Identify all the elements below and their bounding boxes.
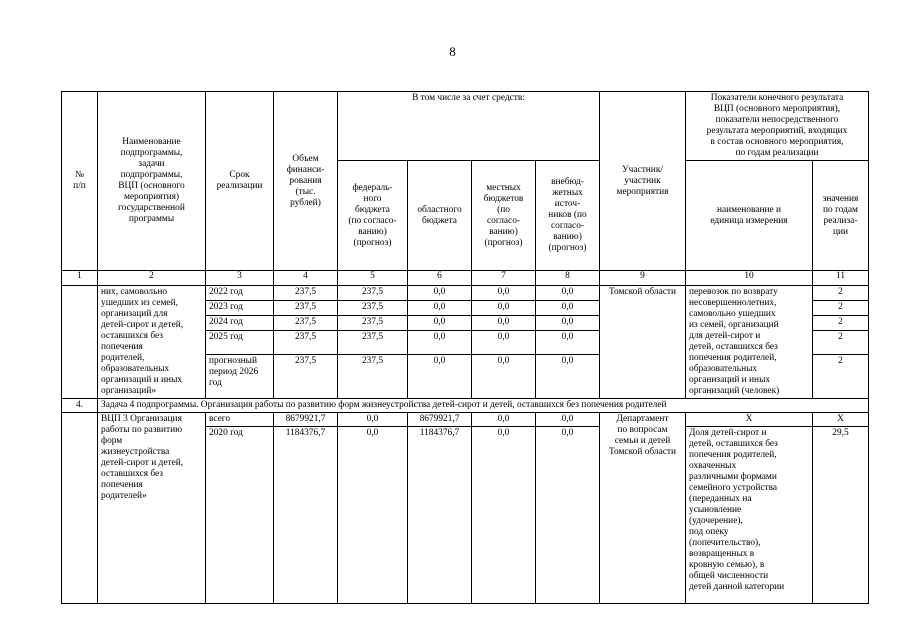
column-number: 6 xyxy=(408,271,472,286)
header-regional: областного бюджета xyxy=(408,161,472,271)
federal-cell: 237,5 xyxy=(338,331,408,355)
column-number: 10 xyxy=(686,271,813,286)
volume-cell: 1184376,7 xyxy=(274,427,338,604)
term-cell: прогнозный период 2026 год xyxy=(206,355,274,399)
column-number: 5 xyxy=(338,271,408,286)
header-federal: федераль- ного бюджета (по согласо- ванию) (прогноз) xyxy=(338,161,408,271)
federal-cell: 237,5 xyxy=(338,355,408,399)
extra-cell: 0,0 xyxy=(536,331,600,355)
extra-cell: 0,0 xyxy=(536,427,600,604)
task-row xyxy=(62,399,869,413)
column-number: 7 xyxy=(472,271,536,286)
local-cell: 0,0 xyxy=(472,331,536,355)
row-num-empty xyxy=(62,286,98,399)
regional-cell: 1184376,7 xyxy=(408,427,472,604)
column-number: 4 xyxy=(274,271,338,286)
page-number: 8 xyxy=(449,44,456,59)
header-extra: внебюд- жетных источ- ников (по согласо- ванию) (прогноз) xyxy=(536,161,600,271)
column-number: 11 xyxy=(813,271,869,286)
federal-cell: 0,0 xyxy=(338,427,408,604)
indicator-name-cell: Х xyxy=(686,413,813,427)
local-cell: 0,0 xyxy=(472,286,536,301)
federal-cell: 0,0 xyxy=(338,413,408,427)
participant-cell: Томской области xyxy=(600,286,686,399)
indicator-value-cell: 2 xyxy=(813,355,869,399)
term-cell: 2020 год xyxy=(206,427,274,604)
indicator-value-cell: 2 xyxy=(813,331,869,355)
indicator-value-cell: 2 xyxy=(813,301,869,316)
volume-cell: 8679921,7 xyxy=(274,413,338,427)
participant-cell: Департамент по вопросам семьи и детей Томской области xyxy=(600,413,686,604)
header-participant: Участник/ участник мероприятия xyxy=(600,92,686,271)
row-num-empty xyxy=(62,413,98,604)
task-title: Задача 4 подпрограммы. Организация работы по развитию форм жизнеустройства детей-сирот и детей, оставшихся без попечения родителей xyxy=(98,399,869,413)
indicator-value-cell: Х xyxy=(813,413,869,427)
column-number: 8 xyxy=(536,271,600,286)
header-funds-group: В том числе за счет средств: xyxy=(338,92,600,161)
local-cell: 0,0 xyxy=(472,316,536,331)
header-local: местных бюджетов (по согласо- ванию) (прогноз) xyxy=(472,161,536,271)
indicator-value-cell: 2 xyxy=(813,286,869,301)
extra-cell: 0,0 xyxy=(536,355,600,399)
program-table xyxy=(61,91,869,604)
volume-cell: 237,5 xyxy=(274,355,338,399)
term-cell: 2025 год xyxy=(206,331,274,355)
column-numbers-row xyxy=(62,271,869,286)
header-term: Срок реализации xyxy=(206,92,274,271)
column-number: 2 xyxy=(98,271,206,286)
column-number: 9 xyxy=(600,271,686,286)
indicator-name-cell: Доля детей-сирот и детей, оставшихся без попечения родителей, охваченных различными формами семейного устройства (переданных на усыновление (удочерение), под опеку (попечительство), возвращенных в кровную семью), в общей численности детей данной категории xyxy=(686,427,813,604)
federal-cell: 237,5 xyxy=(338,316,408,331)
volume-cell: 237,5 xyxy=(274,286,338,301)
measure-name: них, самовольно ушедших из семей, организаций для детей-сирот и детей, оставшихся без попечения родителей, образовательных организаций и иных организаций» xyxy=(98,286,206,399)
indicator-name-cell: перевозок по возврату несовершеннолетних, самовольно ушедших из семей, организаций для детей-сирот и детей, оставшихся без попечения родителей, образовательных организаций и иных организаций (человек) xyxy=(686,286,813,399)
regional-cell: 0,0 xyxy=(408,316,472,331)
indicator-value-cell: 2 xyxy=(813,316,869,331)
header-name: Наименование подпрограммы, задачи подпрограммы, ВЦП (основного мероприятия) государственной программы xyxy=(98,92,206,271)
local-cell: 0,0 xyxy=(472,427,536,604)
column-number: 3 xyxy=(206,271,274,286)
term-cell: 2023 год xyxy=(206,301,274,316)
regional-cell: 0,0 xyxy=(408,355,472,399)
header-volume: Объем финанси- рования (тыс. рублей) xyxy=(274,92,338,271)
indicator-value-cell: 29,5 xyxy=(813,427,869,604)
regional-cell: 0,0 xyxy=(408,301,472,316)
extra-cell: 0,0 xyxy=(536,301,600,316)
regional-cell: 8679921,7 xyxy=(408,413,472,427)
header-indicators-group: Показатели конечного результата ВЦП (основного мероприятия), показатели непосредственного результата мероприятий, входящих в состав основного мероприятия, по годам реализации xyxy=(686,92,869,161)
volume-cell: 237,5 xyxy=(274,316,338,331)
header-num: № п/п xyxy=(62,92,98,271)
federal-cell: 237,5 xyxy=(338,286,408,301)
measure-name: ВЦП 3 Организация работы по развитию форм жизнеустройства детей-сирот и детей, оставшихся без попечения родителей» xyxy=(98,413,206,604)
volume-cell: 237,5 xyxy=(274,331,338,355)
extra-cell: 0,0 xyxy=(536,316,600,331)
term-cell: 2022 год xyxy=(206,286,274,301)
federal-cell: 237,5 xyxy=(338,301,408,316)
extra-cell: 0,0 xyxy=(536,286,600,301)
extra-cell: 0,0 xyxy=(536,413,600,427)
local-cell: 0,0 xyxy=(472,301,536,316)
volume-cell: 237,5 xyxy=(274,301,338,316)
term-cell: всего xyxy=(206,413,274,427)
table-row xyxy=(62,413,869,427)
column-number: 1 xyxy=(62,271,98,286)
header-indicator-value: значения по годам реализа- ции xyxy=(813,161,869,271)
task-number: 4. xyxy=(62,399,98,413)
term-cell: 2024 год xyxy=(206,316,274,331)
local-cell: 0,0 xyxy=(472,355,536,399)
header-indicator-name: наименование и единица измерения xyxy=(686,161,813,271)
regional-cell: 0,0 xyxy=(408,286,472,301)
local-cell: 0,0 xyxy=(472,413,536,427)
table-row xyxy=(62,286,869,301)
regional-cell: 0,0 xyxy=(408,331,472,355)
